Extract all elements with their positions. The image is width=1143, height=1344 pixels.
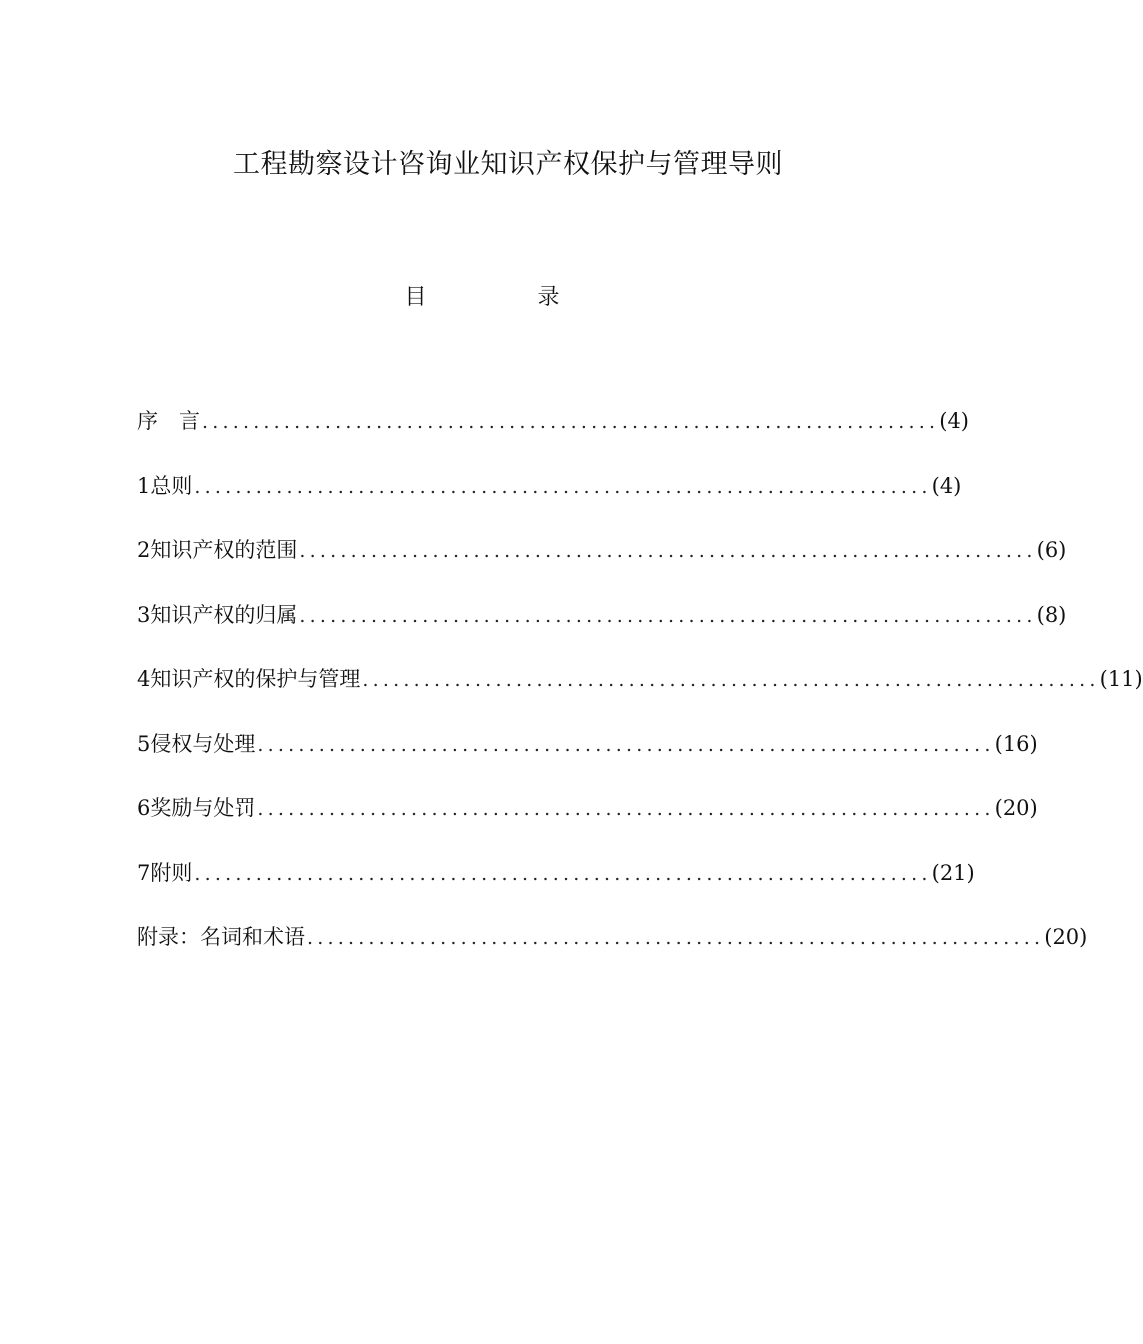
table-of-contents bbox=[137, 405, 1143, 986]
toc-entry-label: 侵权与处理 bbox=[150, 731, 256, 756]
toc-entry-page: (20) bbox=[994, 796, 1038, 820]
toc-entry-number: 6 bbox=[137, 796, 151, 820]
toc-entry-6[interactable] bbox=[137, 792, 1038, 857]
dot-leader: ........................................................................ bbox=[194, 475, 932, 498]
toc-entry-3[interactable] bbox=[137, 599, 1067, 664]
toc-entry-page: (16) bbox=[994, 731, 1038, 756]
toc-entry-number: 1 bbox=[137, 473, 151, 498]
dot-leader: ........................................................................ bbox=[362, 669, 1100, 691]
toc-heading: 目 录 bbox=[404, 285, 612, 310]
toc-entry-7[interactable] bbox=[137, 857, 975, 922]
toc-entry-label: 知识产权的范围 bbox=[150, 538, 298, 562]
toc-entry-number: 4 bbox=[137, 667, 151, 691]
toc-entry-1[interactable] bbox=[137, 470, 962, 535]
toc-entry-page: (4) bbox=[939, 409, 969, 433]
dot-leader: ........................................................................ bbox=[299, 604, 1037, 627]
dot-leader: ........................................................................ bbox=[307, 927, 1045, 949]
toc-entry-label: 奖励与处罚 bbox=[150, 796, 256, 820]
toc-entry-number: 2 bbox=[137, 538, 151, 562]
toc-entry-page: (11) bbox=[1099, 667, 1143, 691]
toc-entry-number: 3 bbox=[137, 602, 151, 627]
toc-entry-page: (4) bbox=[931, 473, 962, 498]
toc-entry-page: (8) bbox=[1036, 602, 1067, 627]
toc-entry-label: 总则 bbox=[150, 473, 193, 498]
toc-entry-label: 序 言 bbox=[137, 409, 200, 433]
toc-entry-5[interactable] bbox=[137, 728, 1038, 793]
dot-leader: ........................................................................ bbox=[194, 862, 932, 885]
toc-entry-page: (21) bbox=[931, 860, 975, 885]
toc-entry-label: 附则 bbox=[150, 860, 193, 885]
toc-entry-preface[interactable] bbox=[137, 405, 969, 470]
dot-leader: ........................................................................ bbox=[202, 411, 940, 433]
toc-entry-label: 知识产权的保护与管理 bbox=[150, 667, 361, 691]
toc-entry-page: (20) bbox=[1044, 925, 1088, 949]
toc-entry-page: (6) bbox=[1036, 538, 1067, 562]
toc-entry-appendix[interactable] bbox=[137, 921, 1088, 986]
dot-leader: ........................................................................ bbox=[299, 540, 1037, 562]
document-title: 工程勘察设计咨询业知识产权保护与管理导则 bbox=[233, 149, 783, 180]
toc-entry-4[interactable] bbox=[137, 663, 1143, 728]
dot-leader: ........................................................................ bbox=[257, 733, 995, 756]
toc-entry-label: 附录：名词和术语 bbox=[137, 925, 305, 949]
toc-entry-number: 5 bbox=[137, 731, 151, 756]
toc-entry-2[interactable] bbox=[137, 534, 1067, 599]
toc-entry-label: 知识产权的归属 bbox=[150, 602, 298, 627]
dot-leader: ........................................................................ bbox=[257, 798, 995, 820]
toc-entry-number: 7 bbox=[137, 860, 151, 885]
